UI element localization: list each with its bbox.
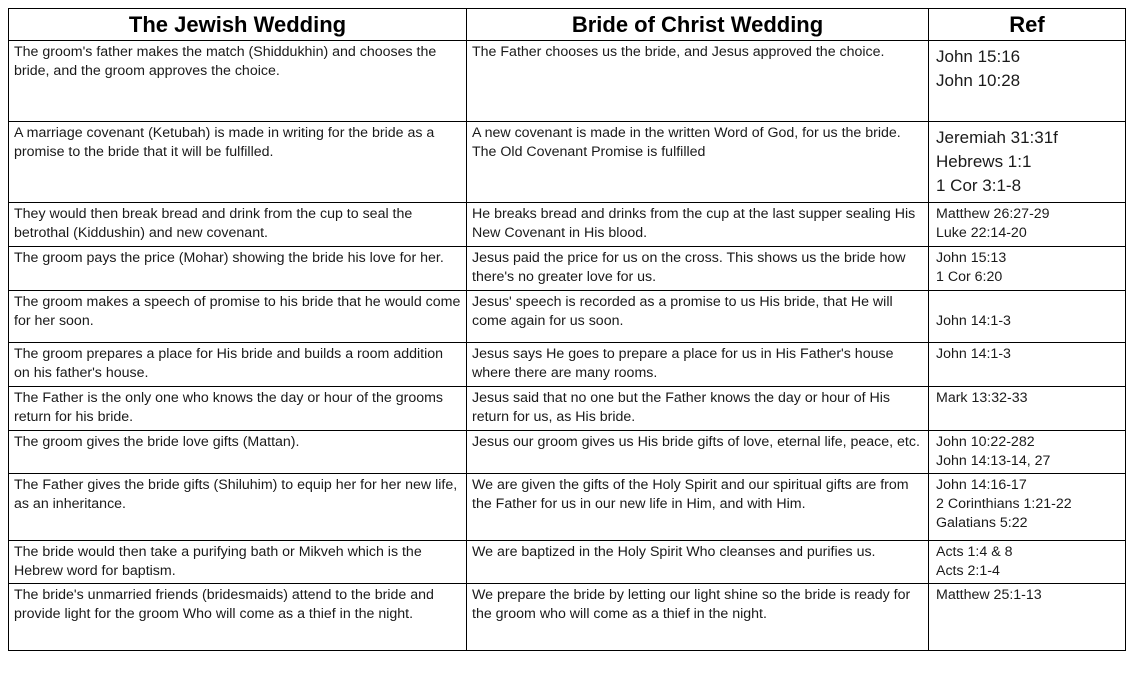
bride-of-christ-cell	[467, 41, 929, 122]
jewish-wedding-text: The Father is the only one who knows the day or hour of the grooms return for his bride.	[14, 390, 444, 425]
bride-of-christ-text: A new covenant is made in the written Word of God, for us the bride. The Old Covenant Promise is fulfilled	[472, 125, 901, 160]
scripture-ref: Mark 13:32-33	[936, 390, 1028, 406]
scripture-ref: John 14:1-3	[936, 346, 1011, 362]
jewish-wedding-text: The groom makes a speech of promise to his bride that he would come for her soon.	[14, 294, 461, 329]
comparison-table	[8, 8, 1126, 651]
jewish-wedding-cell	[9, 41, 467, 122]
scripture-ref: Acts 1:4 & 8	[936, 544, 1013, 560]
jewish-wedding-text: The bride would then take a purifying bath or Mikveh which is the Hebrew word for baptism.	[14, 544, 422, 579]
ref-cell	[929, 541, 1126, 584]
jewish-wedding-text: The groom prepares a place for His bride and builds a room addition on his father's house.	[14, 346, 444, 381]
table-row	[9, 291, 1126, 343]
bride-of-christ-cell	[467, 122, 929, 203]
header-row	[9, 9, 1126, 41]
scripture-ref: John 14:1-3	[936, 313, 1011, 329]
table-row	[9, 122, 1126, 203]
scripture-ref: 2 Corinthians 1:21-22	[936, 496, 1072, 512]
jewish-wedding-cell	[9, 343, 467, 387]
jewish-wedding-text: The groom's father makes the match (Shiddukhin) and chooses the bride, and the groom approves the choice.	[14, 44, 437, 79]
bride-of-christ-cell	[467, 247, 929, 291]
ref-cell	[929, 122, 1126, 203]
scripture-ref: 1 Cor 3:1-8	[936, 176, 1022, 195]
jewish-wedding-cell	[9, 122, 467, 203]
bride-of-christ-cell	[467, 387, 929, 431]
bride-of-christ-cell	[467, 474, 929, 541]
bride-of-christ-cell	[467, 203, 929, 247]
jewish-wedding-cell	[9, 203, 467, 247]
table-row	[9, 203, 1126, 247]
table-row	[9, 387, 1126, 431]
bride-of-christ-cell	[467, 584, 929, 651]
jewish-wedding-cell	[9, 541, 467, 584]
header-ref: Ref	[929, 9, 1126, 41]
scripture-ref: John 15:13	[936, 250, 1007, 266]
jewish-wedding-cell	[9, 291, 467, 343]
bride-of-christ-text: We prepare the bride by letting our light shine so the bride is ready for the groom who will come as a thief in the night.	[472, 587, 911, 622]
table-row	[9, 474, 1126, 541]
ref-cell	[929, 474, 1126, 541]
table-row	[9, 247, 1126, 291]
scripture-ref: 1 Cor 6:20	[936, 269, 1003, 285]
scripture-ref: John 15:16	[936, 47, 1021, 66]
ref-cell	[929, 387, 1126, 431]
scripture-ref: Luke 22:14-20	[936, 225, 1027, 241]
jewish-wedding-text: The groom gives the bride love gifts (Mattan).	[14, 434, 300, 450]
header-jewish-wedding: The Jewish Wedding	[9, 9, 467, 41]
bride-of-christ-text: We are given the gifts of the Holy Spirit and our spiritual gifts are from the Father for us in our new life in Him, and with Him.	[472, 477, 909, 512]
bride-of-christ-cell	[467, 291, 929, 343]
ref-cell	[929, 203, 1126, 247]
bride-of-christ-cell	[467, 343, 929, 387]
scripture-ref: John 14:13-14, 27	[936, 453, 1051, 469]
table-row	[9, 541, 1126, 584]
jewish-wedding-cell	[9, 474, 467, 541]
ref-cell	[929, 584, 1126, 651]
bride-of-christ-text: The Father chooses us the bride, and Jesus approved the choice.	[472, 44, 885, 60]
bride-of-christ-text: Jesus our groom gives us His bride gifts of love, eternal life, peace, etc.	[472, 434, 920, 450]
ref-cell	[929, 247, 1126, 291]
ref-cell	[929, 431, 1126, 474]
jewish-wedding-cell	[9, 247, 467, 291]
scripture-ref: Acts 2:1-4	[936, 563, 1000, 579]
table-body	[9, 41, 1126, 651]
jewish-wedding-text: The bride's unmarried friends (bridesmaids) attend to the bride and provide light for the groom Who will come as a thief in the night.	[14, 587, 434, 622]
scripture-ref	[936, 293, 1120, 312]
scripture-ref: Hebrews 1:1	[936, 152, 1032, 171]
bride-of-christ-text: Jesus' speech is recorded as a promise to us His bride, that He will come again for us soon.	[472, 294, 893, 329]
bride-of-christ-cell	[467, 431, 929, 474]
jewish-wedding-cell	[9, 387, 467, 431]
table-row	[9, 41, 1126, 122]
table-row	[9, 431, 1126, 474]
scripture-ref: John 10:28	[936, 71, 1021, 90]
header-bride-of-christ-wedding: Bride of Christ Wedding	[467, 9, 929, 41]
ref-cell	[929, 343, 1126, 387]
scripture-ref: John 10:22-282	[936, 434, 1035, 450]
ref-cell	[929, 41, 1126, 122]
bride-of-christ-text: He breaks bread and drinks from the cup at the last supper sealing His New Covenant in His blood.	[472, 206, 916, 241]
scripture-ref: Matthew 26:27-29	[936, 206, 1050, 222]
scripture-ref: Galatians 5:22	[936, 515, 1028, 531]
ref-cell	[929, 291, 1126, 343]
jewish-wedding-text: A marriage covenant (Ketubah) is made in writing for the bride as a promise to the bride that it will be fulfilled.	[14, 125, 435, 160]
jewish-wedding-cell	[9, 584, 467, 651]
bride-of-christ-cell	[467, 541, 929, 584]
jewish-wedding-text: They would then break bread and drink from the cup to seal the betrothal (Kiddushin) and new covenant.	[14, 206, 413, 241]
bride-of-christ-text: Jesus said that no one but the Father knows the day or hour of His return for us, as His bride.	[472, 390, 890, 425]
jewish-wedding-text: The Father gives the bride gifts (Shiluhim) to equip her for her new life, as an inheritance.	[14, 477, 458, 512]
scripture-ref: John 14:16-17	[936, 477, 1027, 493]
bride-of-christ-text: Jesus paid the price for us on the cross. This shows us the bride how there's no greater love for us.	[472, 250, 906, 285]
scripture-ref: Jeremiah 31:31f	[936, 128, 1058, 147]
bride-of-christ-text: Jesus says He goes to prepare a place for us in His Father's house where there are many rooms.	[472, 346, 894, 381]
scripture-ref: Matthew 25:1-13	[936, 587, 1042, 603]
jewish-wedding-text: The groom pays the price (Mohar) showing the bride his love for her.	[14, 250, 444, 266]
jewish-wedding-cell	[9, 431, 467, 474]
bride-of-christ-text: We are baptized in the Holy Spirit Who cleanses and purifies us.	[472, 544, 876, 560]
table-row	[9, 343, 1126, 387]
table-row	[9, 584, 1126, 651]
